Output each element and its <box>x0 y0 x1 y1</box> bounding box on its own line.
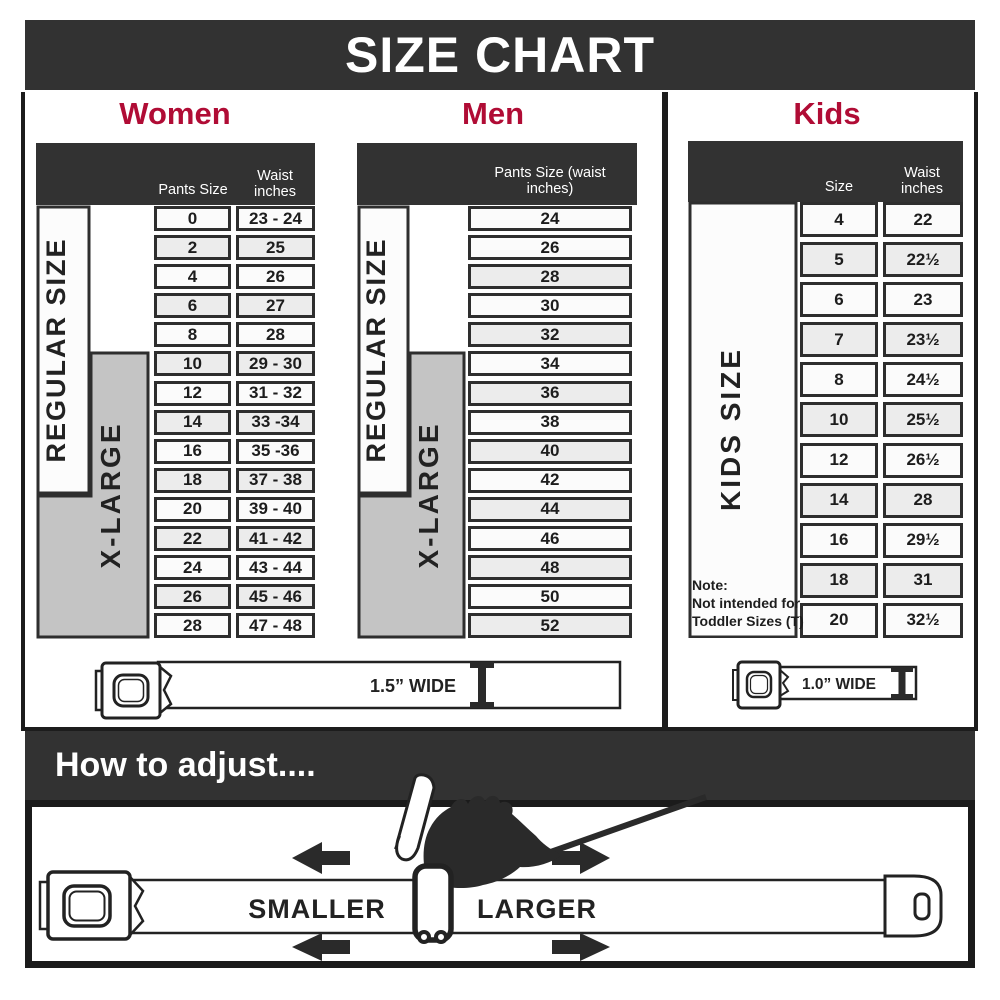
waist-cell: 39 - 40 <box>236 497 315 522</box>
pants-size-cell: 26 <box>154 584 231 609</box>
pants-size-cell: 30 <box>468 293 632 318</box>
waist-cell: 22½ <box>883 242 963 277</box>
waist-cell: 28 <box>236 322 315 347</box>
waist-cell: 24½ <box>883 362 963 397</box>
table-row <box>154 381 315 406</box>
waist-cell: 31 <box>883 563 963 598</box>
adult-belt-illustration <box>90 645 635 730</box>
table-row <box>800 443 963 478</box>
kids-size-column-header: Size <box>824 179 854 196</box>
pants-size-cell: 18 <box>154 468 231 493</box>
waist-cell: 22 <box>883 202 963 237</box>
adjustment-illustration <box>28 770 972 968</box>
women-waist-column-header: Waist inches <box>254 167 296 201</box>
table-row <box>154 322 315 347</box>
table-row <box>154 555 315 580</box>
pants-size-cell: 28 <box>154 613 231 638</box>
waist-cell: 23½ <box>883 322 963 357</box>
how-to-adjust-heading: How to adjust.... <box>55 746 316 784</box>
pants-size-cell: 42 <box>468 468 632 493</box>
note-line: Toddler Sizes (T) <box>692 612 804 629</box>
size-cell: 5 <box>800 242 878 277</box>
table-row <box>800 483 963 518</box>
pants-size-cell: 38 <box>468 410 632 435</box>
men-size-category-labels <box>357 143 466 640</box>
waist-cell: 33 -34 <box>236 410 315 435</box>
slider-foot <box>436 932 446 942</box>
size-cell: 14 <box>800 483 878 518</box>
waist-cell: 26 <box>236 264 315 289</box>
women-table-rows <box>154 206 315 638</box>
table-row <box>800 523 963 558</box>
adult-belt-width-label: 1.5” WIDE <box>369 676 457 696</box>
waist-cell: 25½ <box>883 402 963 437</box>
men-pants-size-column-header: Pants Size (waist inches) <box>494 164 606 198</box>
panel-divider <box>662 92 668 727</box>
pants-size-cell: 50 <box>468 584 632 609</box>
pants-size-cell: 14 <box>154 410 231 435</box>
waist-cell: 41 - 42 <box>236 526 315 551</box>
table-row <box>800 402 963 437</box>
men-table-rows <box>468 206 632 638</box>
table-row <box>800 282 963 317</box>
pants-size-cell: 34 <box>468 351 632 376</box>
pulled-strap-line <box>545 797 706 854</box>
table-row <box>154 497 315 522</box>
waist-cell: 23 - 24 <box>236 206 315 231</box>
waist-cell: 35 -36 <box>236 439 315 464</box>
women-pants-size-column-header: Pants Size <box>158 182 228 199</box>
kids-belt-illustration <box>728 650 938 720</box>
arrow-right-bottom-icon <box>552 933 610 961</box>
kids-belt-width-label: 1.0” WIDE <box>801 676 877 693</box>
pants-size-cell: 16 <box>154 439 231 464</box>
pants-size-cell: 6 <box>154 293 231 318</box>
note-line: Note: <box>692 577 728 593</box>
size-cell: 18 <box>800 563 878 598</box>
table-row <box>800 202 963 237</box>
women-size-category-labels <box>36 143 150 640</box>
size-cell: 6 <box>800 282 878 317</box>
table-row <box>800 322 963 357</box>
belt-adjuster-slider <box>415 866 451 940</box>
arrow-left-top-icon <box>292 842 350 874</box>
size-cell: 7 <box>800 322 878 357</box>
waist-cell: 45 - 46 <box>236 584 315 609</box>
kids-waist-column-header: Waist inches <box>901 164 943 198</box>
smaller-label: SMALLER <box>248 894 386 924</box>
table-row <box>800 603 963 638</box>
pants-size-cell: 26 <box>468 235 632 260</box>
table-row <box>800 362 963 397</box>
size-cell: 20 <box>800 603 878 638</box>
pants-size-cell: 10 <box>154 351 231 376</box>
size-cell: 16 <box>800 523 878 558</box>
belt-tip-slot <box>915 894 929 919</box>
table-row <box>154 264 315 289</box>
note-line: Not intended for <box>692 594 801 611</box>
table-row <box>800 563 963 598</box>
pants-size-cell: 28 <box>468 264 632 289</box>
slider-foot <box>419 932 429 942</box>
pants-size-cell: 48 <box>468 555 632 580</box>
table-row <box>154 526 315 551</box>
women-x-large-label: X-LARGE <box>95 421 126 569</box>
toddler-note <box>692 577 808 631</box>
table-row <box>154 351 315 376</box>
waist-cell: 32½ <box>883 603 963 638</box>
larger-label: LARGER <box>477 894 597 924</box>
table-row <box>154 235 315 260</box>
men-regular-size-label: REGULAR SIZE <box>361 237 391 463</box>
size-cell: 4 <box>800 202 878 237</box>
pants-size-cell: 52 <box>468 613 632 638</box>
table-row <box>154 439 315 464</box>
table-row <box>154 468 315 493</box>
waist-cell: 26½ <box>883 443 963 478</box>
waist-cell: 37 - 38 <box>236 468 315 493</box>
kids-size-label: KIDS SIZE <box>715 347 746 511</box>
table-row <box>154 410 315 435</box>
table-row <box>800 242 963 277</box>
waist-cell: 28 <box>883 483 963 518</box>
size-cell: 10 <box>800 402 878 437</box>
waist-cell: 29 - 30 <box>236 351 315 376</box>
table-row <box>154 613 315 638</box>
waist-cell: 43 - 44 <box>236 555 315 580</box>
page-title: SIZE CHART <box>345 27 655 83</box>
size-cell: 8 <box>800 362 878 397</box>
pants-size-cell: 36 <box>468 381 632 406</box>
waist-cell: 47 - 48 <box>236 613 315 638</box>
table-row <box>154 206 315 231</box>
pants-size-cell: 22 <box>154 526 231 551</box>
pants-size-cell: 8 <box>154 322 231 347</box>
women-heading: Women <box>119 96 231 131</box>
pants-size-cell: 40 <box>468 439 632 464</box>
kids-table-rows <box>800 202 963 638</box>
pants-size-cell: 24 <box>154 555 231 580</box>
pants-size-cell: 32 <box>468 322 632 347</box>
arrow-left-bottom-icon <box>292 933 350 961</box>
table-row <box>154 584 315 609</box>
banner <box>25 20 975 90</box>
waist-cell: 27 <box>236 293 315 318</box>
size-cell: 12 <box>800 443 878 478</box>
waist-cell: 29½ <box>883 523 963 558</box>
pants-size-cell: 44 <box>468 497 632 522</box>
waist-cell: 31 - 32 <box>236 381 315 406</box>
belt-tip <box>885 876 941 936</box>
pants-size-cell: 24 <box>468 206 632 231</box>
kids-heading: Kids <box>793 96 861 131</box>
pants-size-cell: 12 <box>154 381 231 406</box>
waist-cell: 25 <box>236 235 315 260</box>
waist-cell: 23 <box>883 282 963 317</box>
pants-size-cell: 4 <box>154 264 231 289</box>
pants-size-cell: 0 <box>154 206 231 231</box>
kids-size-category-labels <box>688 141 798 638</box>
table-row <box>154 293 315 318</box>
pants-size-cell: 46 <box>468 526 632 551</box>
men-x-large-label: X-LARGE <box>413 421 444 569</box>
women-regular-size-label: REGULAR SIZE <box>41 237 71 463</box>
pants-size-cell: 20 <box>154 497 231 522</box>
pants-size-cell: 2 <box>154 235 231 260</box>
men-heading: Men <box>462 96 524 131</box>
